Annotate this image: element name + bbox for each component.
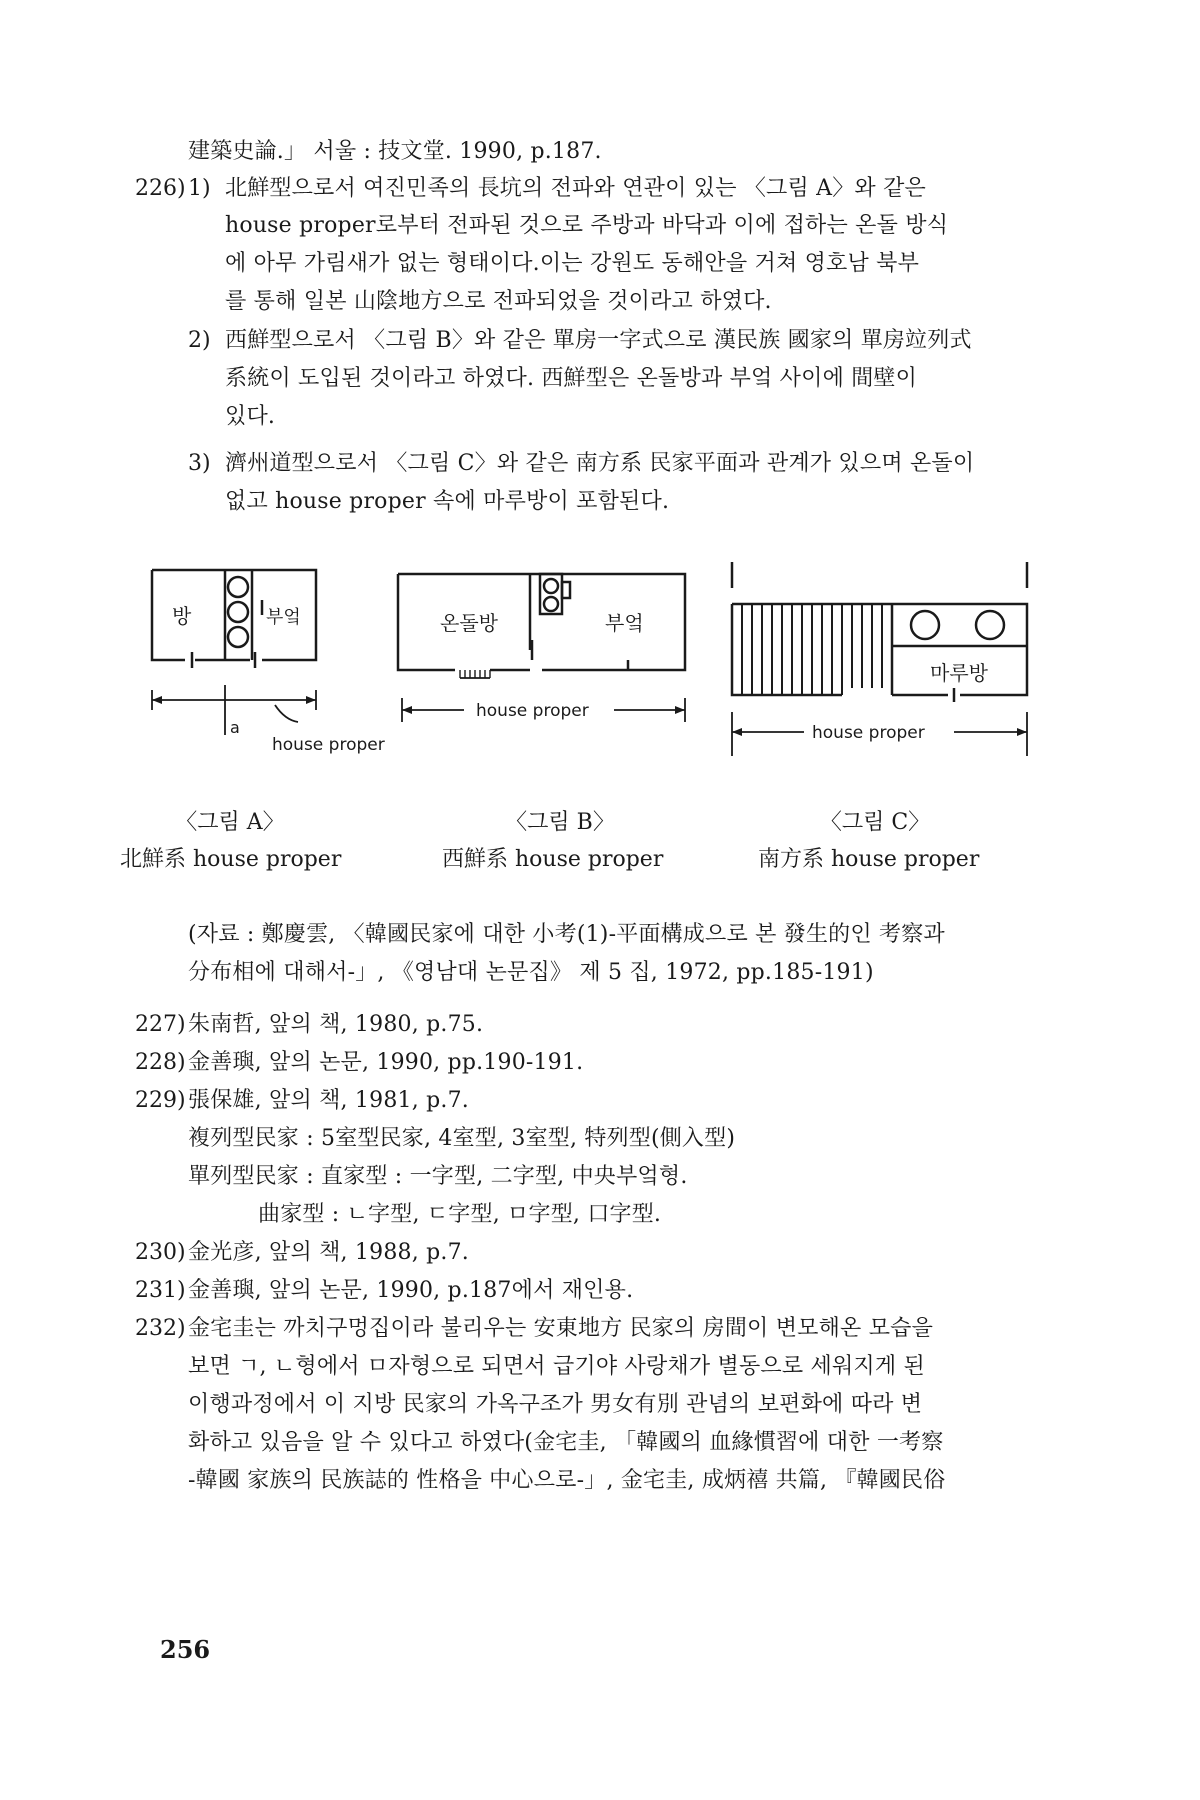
note-229-extra-1: 複列型民家 : 5室型民家, 4室型, 3室型, 特列型(側入型) <box>188 1126 736 1151</box>
figure-b-plan <box>380 560 700 770</box>
note-228-text: 金善璵, 앞의 논문, 1990, pp.190-191. <box>188 1050 584 1075</box>
note-232-line-1: 金宅圭는 까치구멍집이라 불리우는 安東地方 民家의 房間이 변모해온 모습을 <box>188 1316 934 1341</box>
figure-a-plan <box>140 560 385 770</box>
note-229-text: 張保雄, 앞의 책, 1981, p.7. <box>188 1088 469 1113</box>
item-label-3: 3) <box>188 451 211 476</box>
note-229-extra-2: 單列型民家 : 直家型 : 一字型, 二字型, 中央부엌형. <box>188 1164 688 1189</box>
figure-c-plan <box>720 560 1050 790</box>
figure-b-kitchen-label: 부엌 <box>605 611 644 635</box>
figure-b-dimension-label: house proper <box>476 701 589 721</box>
note-226-2-line-1: 西鮮型으로서 〈그림 B〉와 같은 單房一字式으로 漢民族 國家의 單房竝列式 <box>225 328 972 353</box>
note-number-230: 230) <box>135 1240 186 1265</box>
source-line-2: 分布相에 대해서-」, 《영남대 논문집》 제 5 집, 1972, pp.185-191) <box>188 960 874 985</box>
note-232-line-5: -韓國 家族의 民族誌的 性格을 中心으로-」, 金宅圭, 成炳禧 共篇, 『韓國民俗 <box>188 1468 946 1493</box>
arrow-right-icon <box>1017 728 1027 736</box>
figure-c-caption-sub: 南方系 house proper <box>758 847 980 872</box>
note-226-1-line-3: 에 아무 가림새가 없는 형태이다.이는 강원도 동해안을 거쳐 영호남 북부 <box>225 251 920 276</box>
figure-a-caption-sub: 北鮮系 house proper <box>120 847 342 872</box>
note-232-line-2: 보면 ㄱ, ㄴ형에서 ㅁ자형으로 되면서 급기야 사랑채가 별동으로 세워지게 된 <box>188 1354 925 1379</box>
figure-c-dimension-label: house proper <box>812 723 925 743</box>
note-226-1-line-4: 를 통해 일본 山陰地方으로 전파되었을 것이라고 하였다. <box>225 289 772 314</box>
note-number-228: 228) <box>135 1050 186 1075</box>
note-230-text: 金光彦, 앞의 책, 1988, p.7. <box>188 1240 469 1265</box>
note-226-1-line-1: 北鮮型으로서 여진민족의 長坑의 전파와 연관이 있는 〈그림 A〉와 같은 <box>225 176 926 201</box>
figure-a-dimension-label: house proper <box>272 735 385 755</box>
reference-continuation: 建築史論.」 서울 : 技文堂. 1990, p.187. <box>188 139 602 164</box>
figure-a-room-label: 방 <box>172 604 192 628</box>
note-number-229: 229) <box>135 1088 186 1113</box>
arrow-right-icon <box>306 696 316 704</box>
arrow-left-icon <box>732 728 742 736</box>
figure-a-dimension-letter: a <box>230 718 240 737</box>
page-number: 256 <box>160 1635 211 1664</box>
figure-a-caption-title: 〈그림 A〉 <box>175 810 285 835</box>
item-label-2: 2) <box>188 328 211 353</box>
note-231-text: 金善璵, 앞의 논문, 1990, p.187에서 재인용. <box>188 1278 634 1303</box>
note-number-227: 227) <box>135 1012 186 1037</box>
note-number-226: 226) <box>135 176 186 201</box>
figure-a-kitchen-label: 부엌 <box>266 607 301 628</box>
figure-b-caption-sub: 西鮮系 house proper <box>442 847 664 872</box>
arrow-left-icon <box>152 696 162 704</box>
note-229-extra-3: 曲家型 : ㄴ字型, ㄷ字型, ㅁ字型, 口字型. <box>258 1202 662 1227</box>
note-226-3-line-2: 없고 house proper 속에 마루방이 포함된다. <box>225 489 670 514</box>
note-number-232: 232) <box>135 1316 186 1341</box>
note-226-1-line-2: house proper로부터 전파된 것으로 주방과 바닥과 이에 접하는 온돌 방식 <box>225 213 949 238</box>
note-226-3-line-1: 濟州道型으로서 〈그림 C〉와 같은 南方系 民家平面과 관계가 있으며 온돌이 <box>225 451 975 476</box>
note-232-line-3: 이행과정에서 이 지방 民家의 가옥구조가 男女有別 관념의 보편화에 따라 변 <box>188 1392 923 1417</box>
note-number-231: 231) <box>135 1278 186 1303</box>
note-226-2-line-2: 系統이 도입된 것이라고 하였다. 西鮮型은 온돌방과 부엌 사이에 間壁이 <box>225 366 918 391</box>
figure-c-caption-title: 〈그림 C〉 <box>819 810 931 835</box>
arrow-right-icon <box>675 706 685 714</box>
item-label-1: 1) <box>188 176 211 201</box>
figure-b-caption-title: 〈그림 B〉 <box>505 810 615 835</box>
figure-b-room-label: 온돌방 <box>440 611 498 635</box>
figure-c-room-label: 마루방 <box>930 661 988 685</box>
note-232-line-4: 화하고 있음을 알 수 있다고 하였다(金宅圭, 「韓國의 血緣慣習에 대한 一考察 <box>188 1430 944 1455</box>
note-227-text: 朱南哲, 앞의 책, 1980, p.75. <box>188 1012 484 1037</box>
note-226-2-line-3: 있다. <box>225 404 276 429</box>
source-line-1: (자료 : 鄭慶雲, 〈韓國民家에 대한 小考(1)-平面構成으로 본 發生的인 考察과 <box>188 922 945 947</box>
arrow-left-icon <box>402 706 412 714</box>
